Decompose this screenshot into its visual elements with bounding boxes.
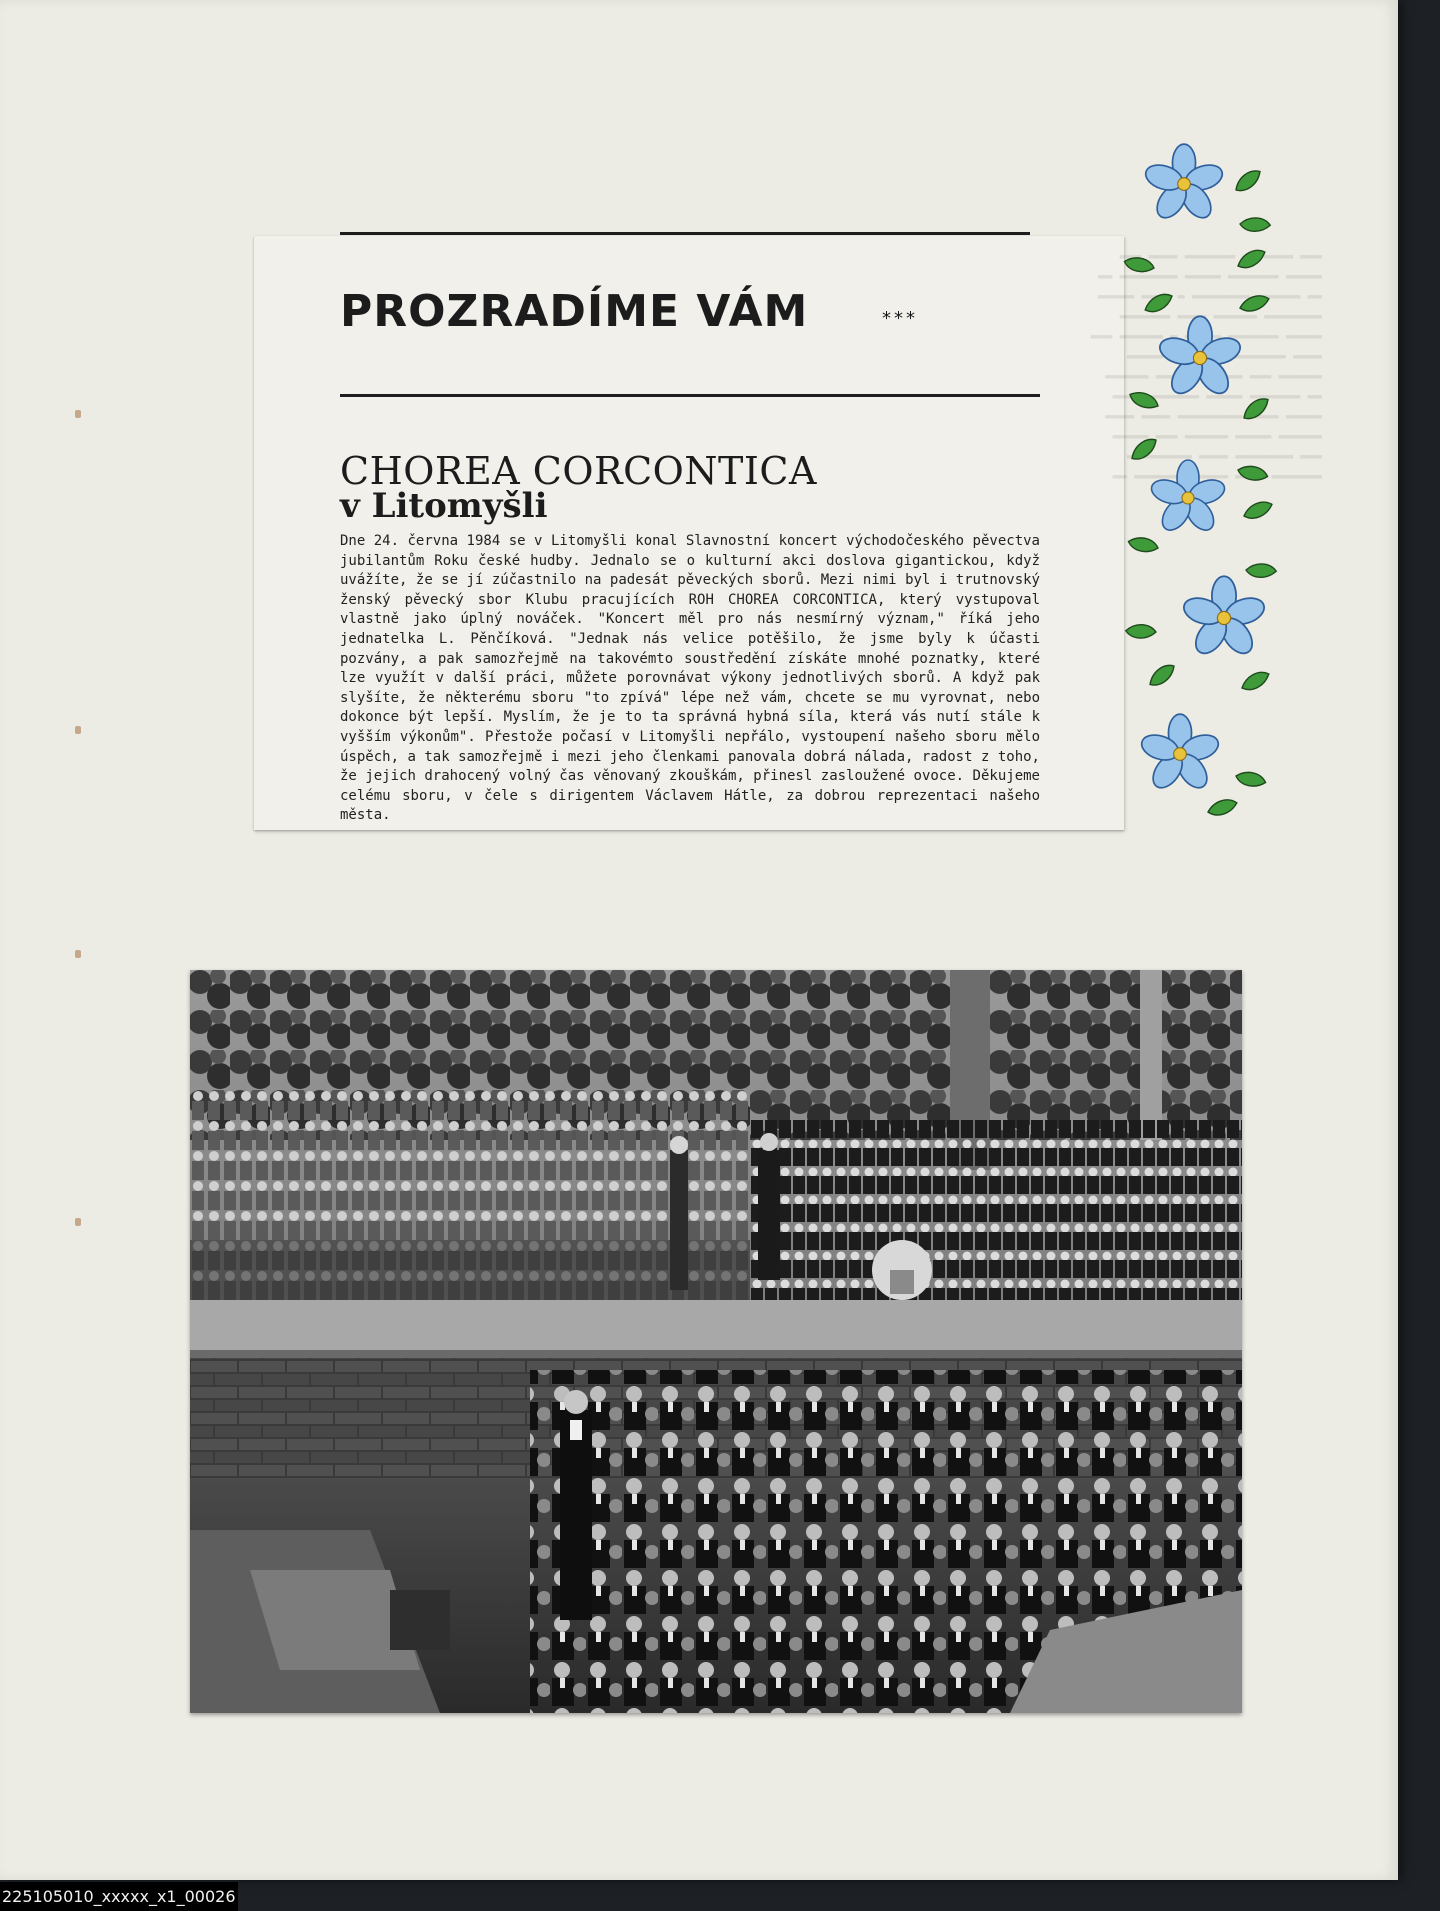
column-stars: *** (882, 308, 918, 329)
article-subtitle: v Litomyšli (340, 486, 548, 526)
flower-icon (1138, 714, 1221, 793)
flower-icon (1181, 576, 1268, 659)
binding-mark (75, 950, 81, 958)
top-rule (340, 232, 1030, 235)
reverse-side-bleed-through: ▬▬▬ ▬▬▬▬ ▬▬▬▬▬▬▬ ▬▬▬▬ ▬▬▬ ▬▬▬▬▬ ▬▬▬▬▬▬▬ ▬▬▬▬▬ ▬▬▬▬▬▬▬▬ ▬▬ ▬▬ ▬▬▬▬▬▬ ▬▬▬▬▬▬▬▬ ▬ ▬▬▬▬ ▬▬▬▬▬ ▬▬▬▬▬▬▬▬ ▬▬▬▬▬▬ ▬▬▬▬ ▬▬▬▬▬▬▬ ▬▬▬▬▬ ▬▬▬▬▬▬▬ ▬ ▬▬▬▬▬▬ ▬▬▬ ▬▬▬▬ ▬▬▬▬▬▬▬▬▬ ▬▬▬▬▬ ▬▬▬▬▬▬ ▬▬▬ ▬▬▬▬ ▬▬▬▬▬▬ ▬▬ ▬▬▬▬▬▬▬ ▬▬▬▬▬ ▬▬▬▬▬▬▬▬ ▬▬▬ ▬▬▬▬▬ ▬▬▬▬ ▬▬▬▬▬▬▬▬▬ ▬▬▬▬ ▬▬▬▬ ▬▬▬▬▬▬ ▬▬▬▬▬ ▬▬▬▬▬▬ ▬▬▬ ▬▬▬▬▬ ▬▬▬ ▬▬▬▬▬▬▬▬ ▬▬▬▬ ▬▬▬▬▬▬▬▬▬ ▬▬▬▬▬▬▬ ▬▬▬▬▬ ▬▬▬▬▬▬▬ ▬▬ (1090, 249, 1322, 483)
binding-mark (75, 1218, 81, 1226)
concert-photograph (190, 970, 1242, 1713)
article-title: CHOREA CORCONTICA (340, 449, 817, 493)
section-rule (340, 394, 1040, 397)
column-title: PROZRADÍME VÁM (340, 286, 809, 337)
flower-icon (1148, 460, 1227, 535)
binding-mark (75, 410, 81, 418)
scan-file-label: 225105010_xxxxx_x1_00026 (0, 1882, 238, 1911)
hand-painted-flower-border (1128, 136, 1298, 836)
newspaper-clipping (254, 236, 1322, 830)
flower-icon (1157, 316, 1244, 399)
binding-mark (75, 726, 81, 734)
flower-icon (1142, 144, 1225, 223)
article-body: Dne 24. června 1984 se v Litomyšli konal Slavnostní koncert východočeského pěvectva jubilantům Roku české hudby. Jednalo se o kulturní akci doslova gigantickou, když uvážíte, že se jí zúčastnilo na padesát pěveckých sborů. Mezi nimi byl i trutnovský ženský pěvecký sbor Klubu pracujících ROH CHOREA CORCONTICA, který vystupoval vlastně jako úplný nováček. "Koncert měl pro nás nesmírný význam," říká jeho jednatelka L. Pěnčíková. "Jednak nás velice potěšilo, že jsme byly k účasti pozvány, a pak samozřejmě na takovémto soustředění získáte mnohé poznatky, které lze využít v další práci, můžete porovnávat výkony jednotlivých sborů. A když pak slyšíte, že některému sboru "to zpívá" lépe než vám, chcete se mu vyrovnat, nebo dokonce být lepší. Myslím, že je to ta správná hybná síla, která vás nutí stále k vyšším výkonům". Přestože počasí v Litomyšli nepřálo, vystoupení našeho sboru mělo úspěch, a tak samozřejmě i mezi jeho členkami panovala dobrá nálada, radost z toho, že jejich drahocený volný čas věnovaný zkouškám, přinesl zasloužené ovoce. Děkujeme celému sboru, v čele s dirigentem Václavem Hátle, za dobrou reprezentaci našeho města. (340, 533, 1040, 824)
